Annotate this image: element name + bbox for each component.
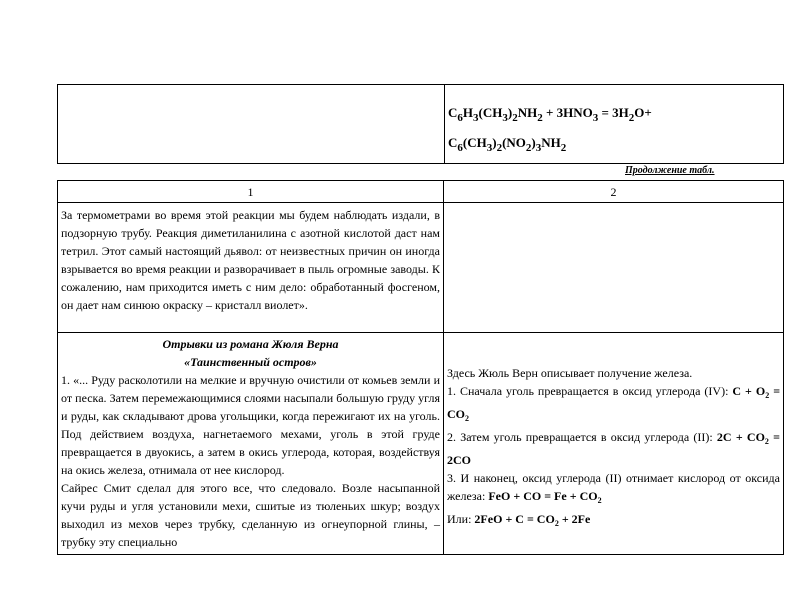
table-cell (444, 333, 783, 554)
column-header-1: 1 (58, 181, 444, 203)
cell-paragraph: За термометрами во время этой реакции мы будем наблюдать издали, в подзорную трубу. Реакция диметиланилина с азотной кислотой даст нам тетрил. Этот самый настоящий дьявол: от неизвестных причин он иногда взрывается во время реакции и разворачивает в пыль огромные заводы. К сожалению, нам приходится иметь с ним дело: обработанный фосгеном, он дает нам синюю окраску – кристалл виолет». (61, 208, 440, 312)
cell-paragraph: Сайрес Смит сделал для этого все, что следовало. Возле насыпанной кучи руды и угля установили мехи, сшитые из тюленьих шкур; воздух выходил из мехов через трубку, сделанную из огнеупорной глины, – трубку эту специально (61, 481, 440, 549)
main-table (57, 180, 784, 555)
step-3-formula: FeO + CO = $Fe + CO_2$ (488, 489, 602, 505)
table-cell (58, 333, 444, 554)
excerpt-title: Отрывки из романа Жюля Верна (162, 337, 339, 351)
column-header-2: 2 (444, 181, 783, 203)
step-1-formula: $C + O_2 = CO_2$ (447, 384, 781, 423)
explanation-intro: Здесь Жюль Верн описывает получение железа. (447, 366, 693, 380)
summary-formula: $2FeO + C = CO_2 + 2Fe$ (474, 512, 591, 528)
step-1-text: 1. Сначала уголь превращается в оксид углерода (IV): (447, 384, 733, 398)
cell-paragraph: 1. «... Руду расколотили на мелкие и вручную очистили от комьев земли и от песка. Затем перемежающимися слоями насыпали большую груду угля и руды, как складывают дрова угольщики, когда пережигают их на уголь. Под действием воздуха, нагнетаемого мехами, уголь в этой груде превращается в двуокись, а затем в окись углерода, которая, воздействуя на окись железа, отнимала от нее кислород. (61, 373, 440, 477)
step-2-formula: $2C + CO_2 = 2CO$ (447, 430, 780, 467)
table-row (58, 333, 783, 554)
summary-text: Или: (447, 512, 475, 526)
novel-title: «Таинственный остров» (184, 355, 317, 369)
step-3-text: 3. И наконец, оксид углерода (II) отнимает кислород от оксида железа: (447, 471, 780, 503)
fragment-empty-cell (58, 85, 445, 163)
table-row (58, 203, 783, 333)
fragment-equation-cell (444, 85, 783, 163)
table-cell (58, 203, 444, 332)
equation-line-2: $C_6(CH_3)_2(NO_2)_3NH_2$ (448, 135, 567, 154)
step-2-text: 2. Затем уголь превращается в оксид углерода (II): (447, 430, 717, 444)
continued-label: Продолжение табл. (625, 165, 715, 176)
cell-paragraph (444, 333, 783, 533)
equation-line-1: $C_6H_3(CH_3)_2NH_2 + 3HNO_3 = 3H_2O+$ (448, 105, 652, 124)
fragment-table (57, 84, 784, 164)
